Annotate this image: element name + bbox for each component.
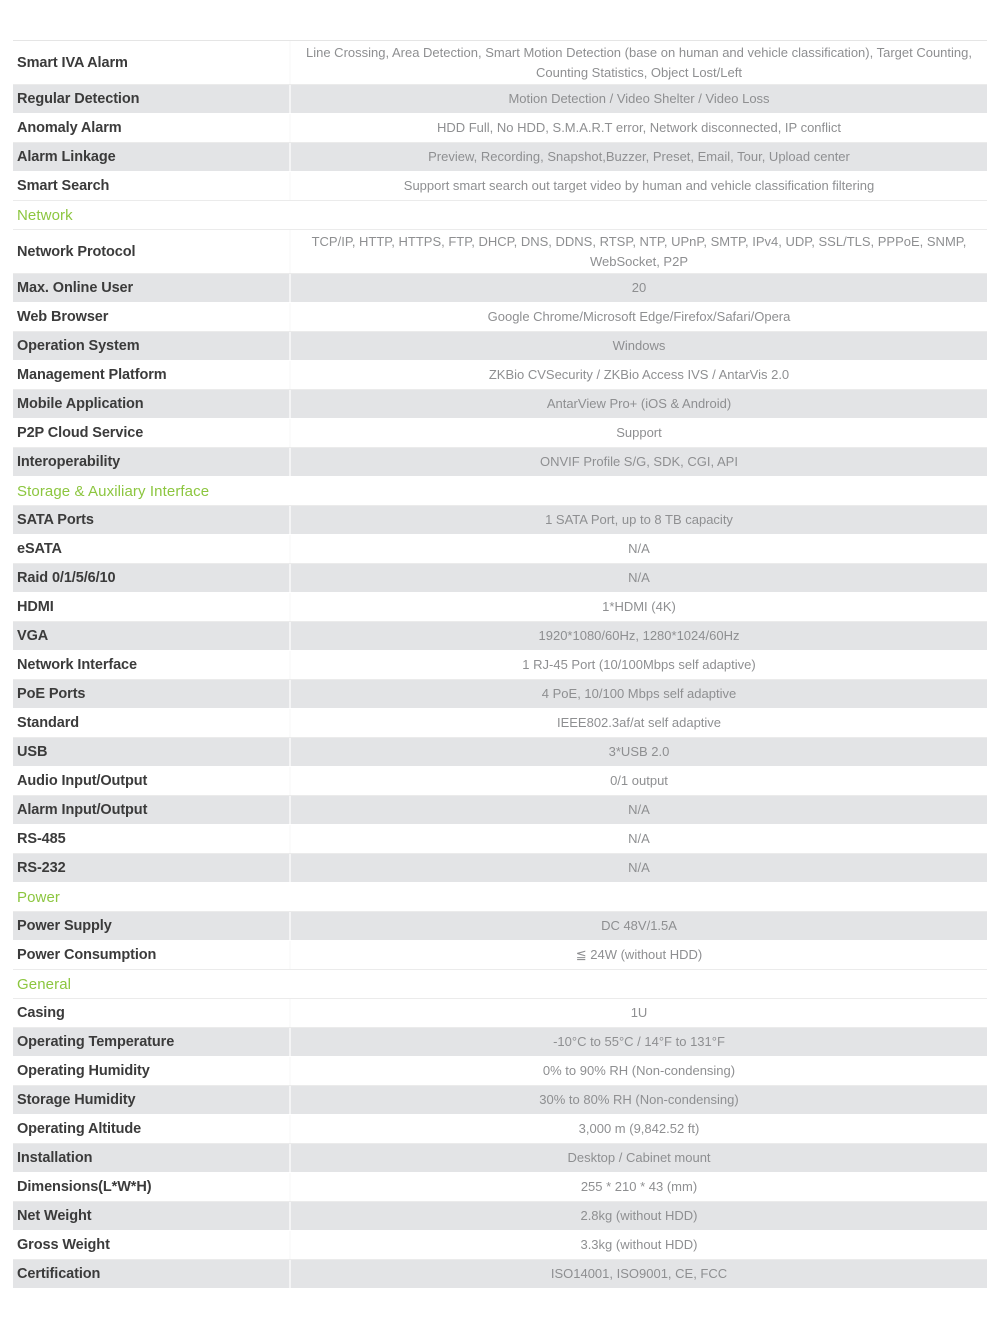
section-title: Power [17, 888, 61, 906]
spec-row [13, 419, 987, 448]
spec-row [13, 114, 987, 143]
spec-label: Raid 0/1/5/6/10 [13, 564, 291, 592]
spec-row [13, 303, 987, 332]
spec-label: Network Interface [13, 651, 291, 679]
spec-value: IEEE802.3af/at self adaptive [556, 715, 722, 731]
spec-label: RS-232 [13, 854, 291, 882]
spec-row [13, 1086, 987, 1115]
spec-row [13, 651, 987, 680]
spec-label: Anomaly Alarm [13, 114, 291, 142]
spec-value: HDD Full, No HDD, S.M.A.R.T error, Network disconnected, IP conflict [436, 120, 842, 136]
spec-value: Support smart search out target video by human and vehicle classification filtering [403, 178, 875, 194]
spec-label: Gross Weight [13, 1231, 291, 1259]
spec-label: Operating Temperature [13, 1028, 291, 1056]
spec-row [13, 854, 987, 883]
spec-value: N/A [628, 860, 650, 876]
spec-value: Google Chrome/Microsoft Edge/Firefox/Safari/Opera [487, 309, 791, 325]
spec-label: Management Platform [13, 361, 291, 389]
spec-value: ONVIF Profile S/G, SDK, CGI, API [540, 454, 738, 470]
spec-label: Alarm Linkage [13, 143, 291, 171]
spec-label: Max. Online User [13, 274, 291, 302]
spec-value: 2.8kg (without HDD) [580, 1208, 698, 1224]
spec-value: Windows [612, 338, 666, 354]
spec-value: Desktop / Cabinet mount [567, 1150, 711, 1166]
spec-value: Support [616, 425, 662, 441]
spec-label: P2P Cloud Service [13, 419, 291, 447]
spec-row [13, 767, 987, 796]
spec-label: eSATA [13, 535, 291, 563]
spec-label: USB [13, 738, 291, 766]
spec-value: N/A [628, 831, 650, 847]
spec-row [13, 41, 987, 85]
spec-row [13, 143, 987, 172]
spec-value: 3*USB 2.0 [608, 744, 670, 760]
spec-row [13, 535, 987, 564]
spec-value: Preview, Recording, Snapshot,Buzzer, Preset, Email, Tour, Upload center [428, 149, 850, 165]
spec-row [13, 999, 987, 1028]
spec-label: Web Browser [13, 303, 291, 331]
spec-label: PoE Ports [13, 680, 291, 708]
spec-label: Smart IVA Alarm [13, 41, 291, 84]
spec-row [13, 230, 987, 274]
spec-label: Smart Search [13, 172, 291, 200]
spec-row [13, 85, 987, 114]
spec-row [13, 912, 987, 941]
spec-label: Operating Humidity [13, 1057, 291, 1085]
spec-row [13, 1260, 987, 1289]
spec-value: Line Crossing, Area Detection, Smart Motion Detection (base on human and vehicle classification), Target Counting, Counting Statistics, Object Lost/Left [305, 45, 972, 80]
specification-table [13, 40, 987, 1289]
spec-row [13, 361, 987, 390]
spec-row [13, 172, 987, 201]
spec-label: Net Weight [13, 1202, 291, 1230]
spec-label: Power Supply [13, 912, 291, 940]
section-header-row [13, 201, 987, 230]
spec-row [13, 274, 987, 303]
spec-label: RS-485 [13, 825, 291, 853]
spec-row [13, 796, 987, 825]
spec-label: Standard [13, 709, 291, 737]
spec-row [13, 1202, 987, 1231]
spec-value: AntarView Pro+ (iOS & Android) [546, 396, 732, 412]
spec-label: Mobile Application [13, 390, 291, 418]
spec-value: 0/1 output [610, 773, 668, 789]
spec-label: Installation [13, 1144, 291, 1172]
spec-value: N/A [628, 541, 650, 557]
spec-row [13, 1173, 987, 1202]
spec-label: Operating Altitude [13, 1115, 291, 1143]
spec-row [13, 709, 987, 738]
spec-label: HDMI [13, 593, 291, 621]
spec-row [13, 390, 987, 419]
spec-label: Operation System [13, 332, 291, 360]
spec-row [13, 506, 987, 535]
spec-value: 1 RJ-45 Port (10/100Mbps self adaptive) [522, 657, 756, 673]
spec-row [13, 1231, 987, 1260]
spec-value: 3.3kg (without HDD) [580, 1237, 698, 1253]
spec-value: 1920*1080/60Hz, 1280*1024/60Hz [538, 628, 740, 644]
section-header-row [13, 883, 987, 912]
section-title: Storage & Auxiliary Interface [17, 482, 210, 500]
spec-value: 3,000 m (9,842.52 ft) [578, 1121, 700, 1137]
spec-label: Power Consumption [13, 941, 291, 969]
spec-label: Audio Input/Output [13, 767, 291, 795]
spec-row [13, 680, 987, 709]
spec-row [13, 738, 987, 767]
spec-row [13, 941, 987, 970]
spec-label: SATA Ports [13, 506, 291, 534]
spec-label: Interoperability [13, 448, 291, 476]
spec-value: TCP/IP, HTTP, HTTPS, FTP, DHCP, DNS, DDNS, RTSP, NTP, UPnP, SMTP, IPv4, UDP, SSL/TLS, PPPoE, SNMP, WebSocket, P2P [311, 234, 967, 269]
spec-value: 30% to 80% RH (Non-condensing) [539, 1092, 739, 1108]
spec-row [13, 332, 987, 361]
spec-row [13, 622, 987, 651]
spec-row [13, 1057, 987, 1086]
spec-value: DC 48V/1.5A [601, 918, 677, 934]
spec-row [13, 1028, 987, 1057]
spec-value: ZKBio CVSecurity / ZKBio Access IVS / AntarVis 2.0 [488, 367, 790, 383]
spec-label: Casing [13, 999, 291, 1027]
spec-row [13, 825, 987, 854]
spec-row [13, 448, 987, 477]
spec-label: VGA [13, 622, 291, 650]
spec-value: 255 * 210 * 43 (mm) [580, 1179, 698, 1195]
section-title: General [17, 975, 72, 993]
section-title: Network [17, 206, 73, 224]
spec-value: 4 PoE, 10/100 Mbps self adaptive [541, 686, 737, 702]
spec-value: 1*HDMI (4K) [602, 599, 676, 615]
spec-label: Storage Humidity [13, 1086, 291, 1114]
spec-row [13, 564, 987, 593]
spec-label: Dimensions(L*W*H) [13, 1173, 291, 1201]
spec-value: N/A [628, 570, 650, 586]
spec-label: Network Protocol [13, 230, 291, 273]
spec-row [13, 593, 987, 622]
spec-value: Motion Detection / Video Shelter / Video Loss [508, 91, 770, 107]
spec-label: Certification [13, 1260, 291, 1288]
spec-value: ISO14001, ISO9001, CE, FCC [550, 1266, 728, 1282]
spec-value: -10°C to 55°C / 14°F to 131°F [553, 1034, 725, 1050]
section-header-row [13, 970, 987, 999]
spec-value: 20 [631, 280, 647, 296]
spec-value: 1 SATA Port, up to 8 TB capacity [545, 512, 733, 528]
spec-row [13, 1115, 987, 1144]
spec-label: Regular Detection [13, 85, 291, 113]
spec-value: N/A [628, 802, 650, 818]
section-header-row [13, 477, 987, 506]
spec-label: Alarm Input/Output [13, 796, 291, 824]
spec-value: 1U [630, 1005, 648, 1021]
spec-value: 0% to 90% RH (Non-condensing) [542, 1063, 736, 1079]
spec-row [13, 1144, 987, 1173]
spec-value: ≦ 24W (without HDD) [575, 947, 703, 963]
